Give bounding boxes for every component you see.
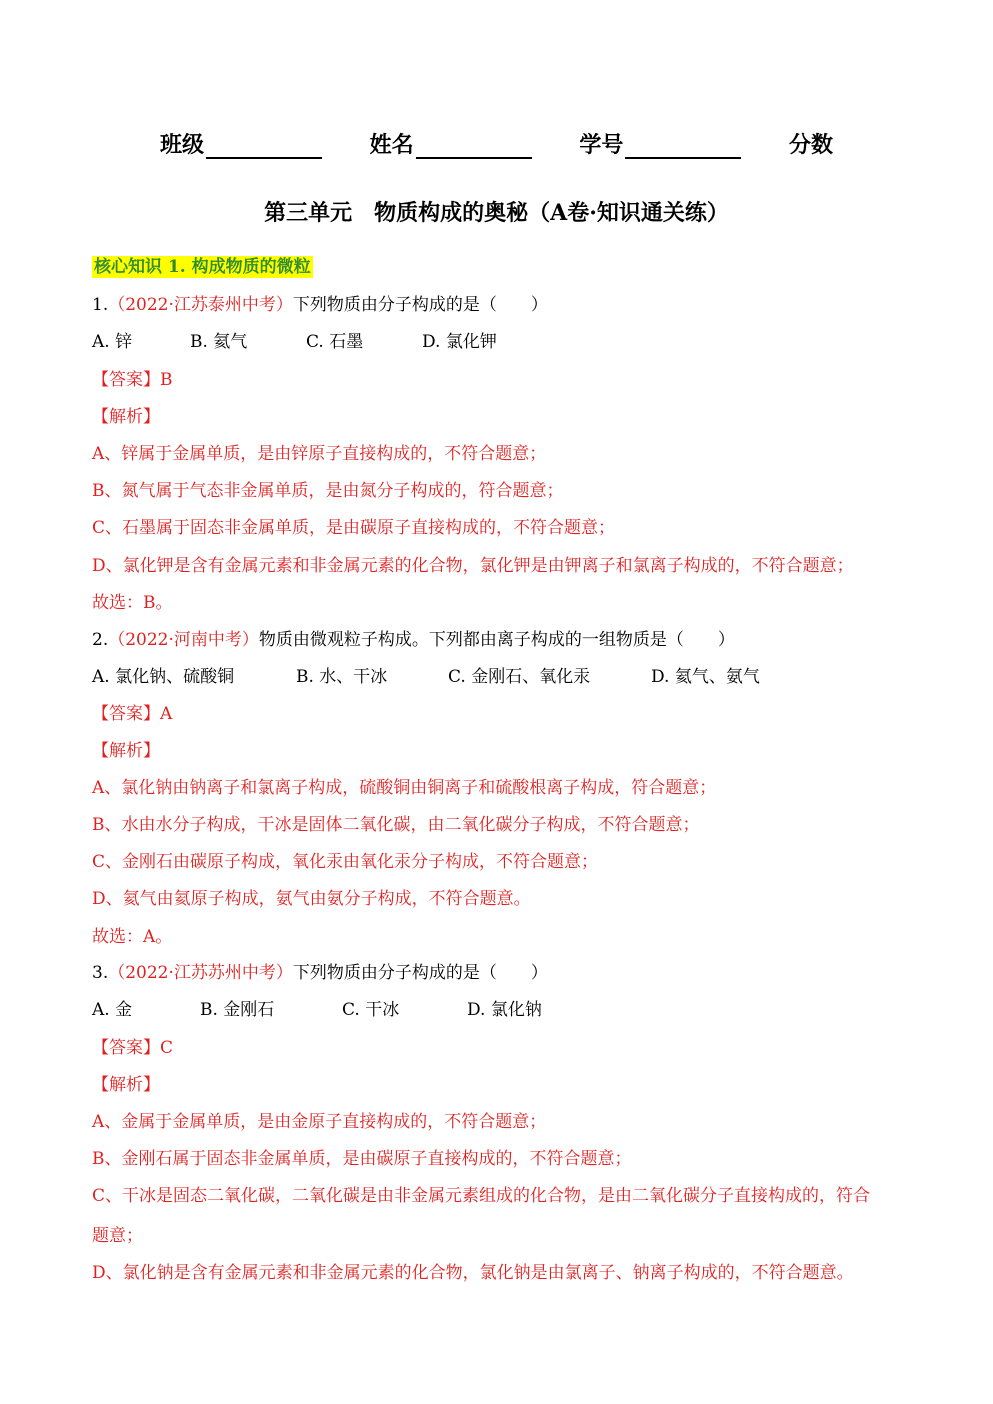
answer: 【答案】C	[92, 1038, 174, 1058]
section-heading	[92, 256, 313, 278]
name-label: 姓名	[369, 132, 414, 158]
answer: 【答案】B	[92, 370, 173, 390]
option-c: C. 金刚石、氧化汞	[448, 667, 591, 687]
id-field	[579, 128, 741, 159]
section-label: 核心知识 1. 构成物质的微粒	[94, 257, 311, 277]
class-label: 班级	[159, 132, 204, 158]
analysis-line: D、氯化钠是含有金属元素和非金属元素的化合物，氯化钠是由氯离子、钠离子构成的，不符合题意。	[92, 1263, 854, 1283]
option-a: A. 氯化钠、硫酸铜	[92, 667, 235, 687]
question-stem: 下列物质由分子构成的是（ ）	[292, 963, 548, 983]
analysis-line: A、锌属于金属单质，是由锌原子直接构成的，不符合题意；	[92, 444, 547, 464]
question-1-options	[92, 331, 497, 353]
analysis-line: C、金刚石由碳原子构成，氧化汞由氧化汞分子构成，不符合题意；	[92, 852, 599, 872]
conclusion: 故选：A。	[92, 927, 173, 947]
question-number: 2.	[92, 630, 109, 650]
analysis-line: 题意；	[92, 1226, 143, 1246]
analysis-line: D、氯化钾是含有金属元素和非金属元素的化合物，氯化钾是由钾离子和氯离子构成的，不符合题意；	[92, 556, 854, 576]
question-1	[92, 294, 548, 316]
class-blank	[206, 133, 322, 159]
name-blank	[416, 133, 532, 159]
option-b: B. 氦气	[190, 332, 248, 352]
question-source: （2022·江苏苏州中考）	[108, 963, 293, 983]
analysis-line: A、氯化钠由钠离子和氯离子构成，硫酸铜由铜离子和硫酸根离子构成，符合题意；	[92, 778, 717, 798]
analysis-line: A、金属于金属单质，是由金原子直接构成的，不符合题意；	[92, 1112, 547, 1132]
name-field	[370, 128, 532, 159]
conclusion: 故选：B。	[92, 593, 173, 613]
analysis-line: B、水由水分子构成，干冰是固体二氧化碳，由二氧化碳分子构成，不符合题意；	[92, 815, 700, 835]
question-3	[92, 962, 548, 984]
analysis-line: B、金刚石属于固态非金属单质，是由碳原子直接构成的，不符合题意；	[92, 1149, 632, 1169]
analysis-label: 【解析】	[92, 407, 160, 427]
student-info-row	[0, 128, 993, 159]
question-number: 1.	[92, 295, 109, 315]
id-blank	[625, 133, 741, 159]
question-source: （2022·河南中考）	[108, 630, 259, 650]
option-d: D. 氦气、氨气	[651, 667, 760, 687]
option-b: B. 金刚石	[200, 1000, 275, 1020]
analysis-label: 【解析】	[92, 1075, 160, 1095]
option-d: D. 氯化钠	[467, 1000, 542, 1020]
option-b: B. 水、干冰	[296, 667, 388, 687]
option-a: A. 锌	[92, 332, 133, 352]
page-title: 第三单元 物质构成的奥秘（A卷·知识通关练）	[264, 200, 729, 226]
option-c: C. 干冰	[342, 1000, 400, 1020]
class-field	[160, 128, 322, 159]
option-c: C. 石墨	[306, 332, 364, 352]
question-3-options	[92, 999, 542, 1021]
score-label: 分数	[789, 132, 834, 158]
analysis-line: B、氮气属于气态非金属单质，是由氮分子构成的，符合题意；	[92, 481, 564, 501]
question-stem: 物质由微观粒子构成。下列都由离子构成的一组物质是（ ）	[258, 630, 735, 650]
analysis-line: C、石墨属于固态非金属单质，是由碳原子直接构成的，不符合题意；	[92, 518, 616, 538]
answer: 【答案】A	[92, 704, 173, 724]
question-2-options	[92, 666, 760, 688]
analysis-line: D、氦气由氦原子构成，氨气由氨分子构成，不符合题意。	[92, 889, 531, 909]
question-stem: 下列物质由分子构成的是（ ）	[292, 295, 548, 315]
analysis-line: C、干冰是固态二氧化碳，二氧化碳是由非金属元素组成的化合物，是由二氧化碳分子直接构成的，符合	[92, 1186, 871, 1206]
score-field	[789, 128, 833, 159]
id-label: 学号	[579, 132, 624, 158]
option-a: A. 金	[92, 1000, 133, 1020]
question-2	[92, 629, 735, 651]
option-d: D. 氯化钾	[422, 332, 497, 352]
question-number: 3.	[92, 963, 109, 983]
analysis-label: 【解析】	[92, 741, 160, 761]
question-source: （2022·江苏泰州中考）	[108, 295, 293, 315]
